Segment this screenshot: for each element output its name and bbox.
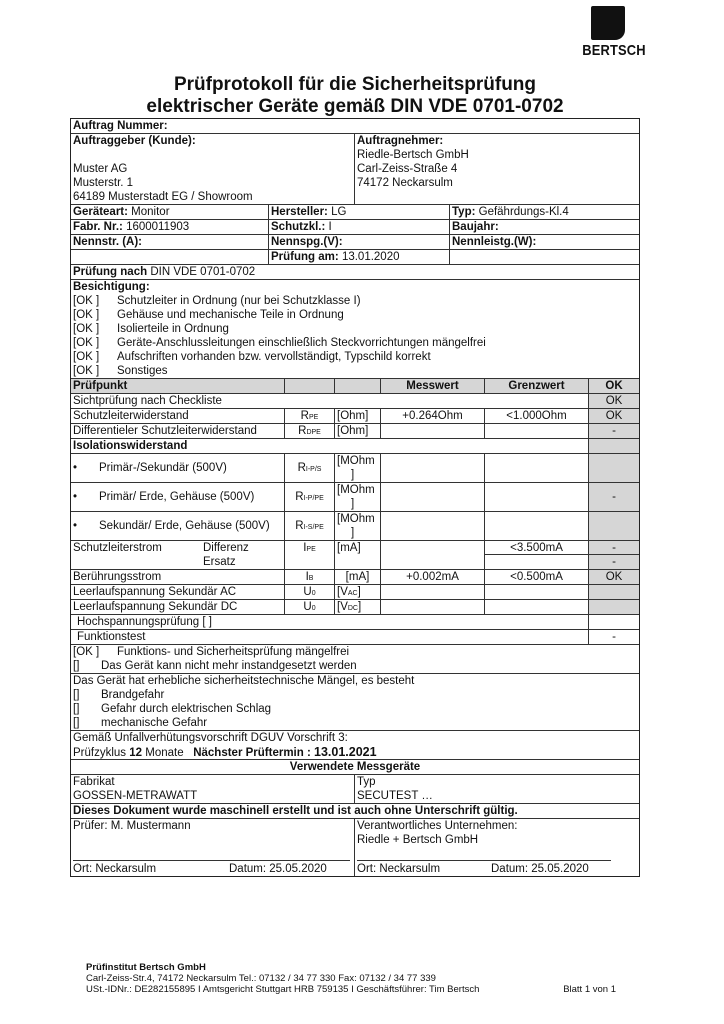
date-row-spacer-left [71,250,269,264]
inspection-status: [OK ] [73,295,100,307]
unit-part: [V [337,601,348,613]
ins1-label: Primär-/Sekundär (500V) [99,462,227,474]
parties-row [71,134,639,205]
protection-label: Schutzkl.: [271,221,326,233]
cycle-value: 12 [129,747,143,759]
instruments-header-row [71,760,639,775]
ins1-limit [485,454,589,482]
instruments-header: Verwendete Messgeräte [289,761,421,773]
contractor-label: Auftragnehmer: [357,135,444,147]
hv-label: Hochspannungsprüfung [ ] [71,615,589,629]
symbol-subscript: B [308,575,314,582]
protocol-form [70,118,640,877]
cycle-label: Prüfzyklus [73,747,127,759]
dpe-resistance-label: Differentieler Schutzleiterwiderstand [71,424,285,438]
col-measured: Messwert [381,379,485,393]
col-symbol [285,379,335,393]
footer-registration: USt.-IDNr.: DE282155895 I Amtsgericht Stuttgart HRB 759135 I Geschäftsführer: Tim Bertsch [86,984,480,995]
symbol-letter: R [298,425,307,437]
symbol-subscript: I-P/PE [303,495,324,502]
result-repair [73,659,637,673]
defect-item [73,702,637,716]
inspection-label: Besichtigung: [73,281,150,293]
maker-label: Hersteller: [271,206,328,218]
signature-left [71,819,355,876]
client-label: Auftraggeber (Kunde): [73,135,196,147]
inspection-text: Geräte-Anschlussleitungen einschließlich Steckvorrichtungen mängelfrei [117,337,486,349]
power-label: Nennleistg.(W): [452,236,537,248]
signature-line-left [73,860,350,861]
pe-current-label: Schutzleiterstrom [73,542,162,554]
device-row-2 [71,220,639,235]
open-dc-limit [485,600,589,614]
ins2-label: Primär/ Erde, Gehäuse (500V) [99,491,255,503]
instrument-type-cell [355,775,639,803]
test-row-ins3 [71,512,639,541]
interval-block [71,731,639,760]
page-footer [86,962,616,995]
date-right: Datum: 25.05.2020 [491,863,589,875]
symbol-letter: I [303,542,307,554]
result-repair-text: Das Gerät kann nicht mehr instandgesetzt werden [101,660,357,672]
page-number: Blatt 1 von 1 [563,984,616,995]
tester-name: Prüfer: M. Mustermann [73,820,191,832]
col-limit: Grenzwert [485,379,589,393]
test-row-ins1 [71,454,639,483]
company-value: Riedle + Bertsch GmbH [357,834,479,846]
symbol-subscript: I-P/S [305,466,322,473]
contractor-block [355,134,639,204]
symbol-letter: R [300,410,309,422]
col-point: Prüfpunkt [71,379,285,393]
ins3-measured [381,512,485,540]
pe-resistance-unit: [Ohm] [335,409,381,423]
contractor-city: 74172 Neckarsulm [357,177,453,189]
instruments-row [71,775,639,804]
inspection-status: [OK ] [73,365,100,377]
test-row-touch-current [71,570,639,585]
ins1-ok [589,454,639,482]
instrument-type-value: SECUTEST … [357,790,433,802]
logo-mark-icon [591,6,625,40]
result-ok [73,645,637,659]
dpe-resistance-unit: [Ohm] [335,424,381,438]
protection-value: I [328,221,332,233]
defect-status: [] [73,703,80,715]
pe-current-limit: <3.500mA [485,541,588,555]
test-row-checklist [71,394,639,409]
touch-current-limit: <0.500mA [485,570,589,584]
unit-part: ] [357,586,361,598]
serial-cell [71,220,269,234]
company-logo [578,6,646,59]
defect-status: [] [73,689,80,701]
symbol-subscript: PE [306,546,316,553]
client-block [71,134,355,204]
open-ac-limit [485,585,589,599]
contractor-name: Riedle-Bertsch GmbH [357,149,469,161]
test-row-pe-current [71,541,639,570]
inspection-block [71,280,639,379]
dpe-measured [381,424,485,438]
unit-subscript: DC [347,605,358,612]
dpe-limit [485,424,589,438]
symbol-letter: U [303,586,312,598]
defect-item [73,688,637,702]
standard-label: Prüfung nach [73,266,148,278]
footer-company: Prüfinstitut Bertsch GmbH [86,962,206,973]
inspection-item [73,308,637,322]
test-date-value: 13.01.2020 [341,251,400,263]
col-unit [335,379,381,393]
ins1-symbol [285,454,335,482]
bullet-icon: • [73,520,78,532]
interval-line: Gemäß Unfallverhütungsvorschrift DGUV Vorschrift 3: [73,732,348,744]
open-ac-label: Leerlaufspannung Sekundär AC [71,585,285,599]
defects-block [71,674,639,731]
ins3-label: Sekundär/ Erde, Gehäuse (500V) [99,520,270,532]
machine-note: Dieses Dokument wurde maschinell erstellt und ist auch ohne Unterschrift gültig. [73,805,518,817]
signature-left-footer [73,862,350,876]
pe-current-limit-cell [485,541,589,569]
open-ac-unit [335,585,381,599]
unit-line-1: [MOhm [337,484,375,496]
checklist-label: Sichtprüfung nach Checkliste [71,394,589,408]
defect-status: [] [73,717,80,729]
inspection-item [73,336,637,350]
symbol-letter: R [295,520,304,532]
signature-right-footer [357,862,635,876]
ins2-ok: - [589,483,639,511]
standard-cell [71,265,639,279]
symbol-subscript: DPE [306,429,321,436]
symbol-letter: R [297,462,306,474]
signature-row [71,819,639,876]
order-row [71,119,639,134]
machine-note-row [71,804,639,819]
test-row-dpe-resistance [71,424,639,439]
pe-resistance-symbol [285,409,335,423]
signature-line-right [357,860,611,861]
symbol-subscript: 0 [311,590,316,597]
ins1-unit [335,454,381,482]
pe-resistance-ok: OK [589,409,639,423]
defect-text: Brandgefahr [101,689,165,701]
function-ok: - [612,631,616,643]
device-type-value: Monitor [131,206,170,218]
insulation-ok [589,439,639,453]
result-ok-text: Funktions- und Sicherheitsprüfung mängelfrei [117,646,350,658]
inspection-status: [OK ] [73,351,100,363]
title-line-1: Prüfprotokoll für die Sicherheitsprüfung [173,74,537,95]
open-dc-measured [381,600,485,614]
touch-current-label: Berührungsstrom [71,570,285,584]
class-label: Typ: [452,206,476,218]
symbol-subscript: PE [308,414,319,421]
client-name: Muster AG [73,163,128,175]
year-label: Baujahr: [452,221,499,233]
inspection-item [73,294,637,308]
pe-current-ok-alt: - [612,556,616,568]
ins2-label-cell [71,483,285,511]
logo-text: BERTSCH [582,42,646,59]
instrument-type-label: Typ [357,776,376,788]
inspection-text: Isolierteile in Ordnung [117,323,229,335]
serial-value: 1600011903 [126,221,190,233]
symbol-subscript: I-S/PE [303,524,324,531]
order-label: Auftrag Nummer: [73,120,168,132]
pe-current-unit: [mA] [335,541,381,569]
class-value: Gefährdungs-Kl.4 [478,206,569,218]
ins3-ok [589,512,639,540]
pe-current-alt: Ersatz [203,556,236,568]
unit-line-1: [MOhm [337,513,375,525]
protection-cell [269,220,450,234]
standard-value: DIN VDE 0701-0702 [150,266,256,278]
pe-current-ok-cell [589,541,639,569]
test-row-function [71,630,639,645]
test-date-cell [269,250,450,264]
maker-value: LG [331,206,347,218]
ins3-symbol [285,512,335,540]
instrument-make-label: Fabrikat [73,776,115,788]
symbol-letter: I [305,571,309,583]
client-street: Musterstr. 1 [73,177,134,189]
date-row-spacer-right [450,250,639,264]
open-dc-unit [335,600,381,614]
test-row-insulation-header [71,439,639,454]
next-date-label: Nächster Prüftermin : [193,747,311,759]
test-row-hv [71,615,639,630]
unit-subscript: AC [347,590,358,597]
signature-right [355,819,639,876]
open-ac-measured [381,585,485,599]
checklist-ok: OK [589,394,639,408]
inspection-status: [OK ] [73,309,100,321]
inspection-status: [OK ] [73,323,100,335]
col-ok: OK [605,380,623,392]
inspection-item [73,322,637,336]
unit-part: ] [358,601,362,613]
bullet-icon: • [73,462,78,474]
place-left: Ort: Neckarsulm [73,863,157,875]
current-label: Nennstr. (A): [71,235,269,249]
pe-current-label-cell [71,541,285,569]
dpe-resistance-ok: - [589,424,639,438]
device-row-3 [71,235,639,250]
test-row-ins2 [71,483,639,512]
symbol-letter: U [303,601,312,613]
inspection-status: [OK ] [73,337,100,349]
open-ac-ok [589,585,639,599]
inspection-text: Sonstiges [117,365,168,377]
test-row-open-dc [71,600,639,615]
instrument-make-cell [71,775,355,803]
serial-label: Fabr. Nr.: [73,221,123,233]
open-dc-label: Leerlaufspannung Sekundär DC [71,600,285,614]
function-label: Funktionstest [71,630,589,644]
date-row [71,250,639,265]
pe-current-symbol [285,541,335,569]
inspection-item [73,364,637,378]
device-type-label: Geräteart: [73,206,128,218]
open-dc-ok [589,600,639,614]
touch-current-measured: +0.002mA [381,570,485,584]
insulation-label: Isolationswiderstand [71,439,589,453]
dpe-resistance-symbol [285,424,335,438]
inspection-text: Aufschriften vorhanden bzw. vervollständigt, Typschild korrekt [117,351,431,363]
pe-current-ok-diff: - [589,541,639,555]
test-date-label: Prüfung am: [271,251,339,263]
ins1-measured [381,454,485,482]
ins2-limit [485,483,589,511]
touch-current-unit: [mA] [335,570,381,584]
company-label: Verantwortliches Unternehmen: [357,820,518,832]
class-cell [450,205,639,219]
pe-resistance-limit: <1.000Ohm [485,409,589,423]
unit-line-1: [MOhm [337,455,375,467]
test-row-pe-resistance [71,409,639,424]
cycle-unit: Monate [145,747,184,759]
voltage-label: Nennspg.(V): [269,235,450,249]
defects-label: Das Gerät hat erhebliche sicherheitstechnische Mängel, es besteht [73,675,415,687]
unit-line-2: ] [351,527,355,539]
place-right: Ort: Neckarsulm [357,863,441,875]
symbol-subscript: 0 [311,605,316,612]
pe-resistance-measured: +0.264Ohm [381,409,485,423]
unit-part: [V [337,586,348,598]
test-row-open-ac [71,585,639,600]
ins3-label-cell [71,512,285,540]
test-header-row [71,379,639,394]
defect-text: Gefahr durch elektrischen Schlag [101,703,272,715]
defect-item [73,716,637,730]
inspection-text: Schutzleiter in Ordnung (nur bei Schutzklasse I) [117,295,361,307]
maker-cell [269,205,450,219]
pe-current-measured [381,541,485,569]
result-block [71,645,639,674]
client-city: 64189 Musterstadt EG / Showroom [73,191,253,203]
defect-text: mechanische Gefahr [101,717,208,729]
ins2-unit [335,483,381,511]
hv-ok [589,615,639,629]
interval-cycle [73,745,637,759]
device-type-cell [71,205,269,219]
ins2-measured [381,483,485,511]
date-left: Datum: 25.05.2020 [229,863,327,875]
instrument-make-value: GOSSEN-METRAWATT [73,790,198,802]
contractor-street: Carl-Zeiss-Straße 4 [357,163,458,175]
open-dc-symbol [285,600,335,614]
ins1-label-cell [71,454,285,482]
ins3-unit [335,512,381,540]
title-line-2: elektrischer Geräte gemäß DIN VDE 0701-0702 [146,96,564,117]
symbol-letter: R [295,491,304,503]
footer-address: Carl-Zeiss-Str.4, 74172 Neckarsulm Tel.: 07132 / 34 77 330 Fax: 07132 / 34 77 339 [86,973,436,984]
touch-current-ok: OK [589,570,639,584]
unit-line-2: ] [351,498,355,510]
ins3-limit [485,512,589,540]
pe-resistance-label: Schutzleiterwiderstand [71,409,285,423]
ins2-symbol [285,483,335,511]
inspection-item [73,350,637,364]
open-ac-symbol [285,585,335,599]
touch-current-symbol [285,570,335,584]
standard-row [71,265,639,280]
document-title [70,74,640,118]
next-date-value: 13.01.2021 [314,745,377,759]
result-repair-status: [] [73,660,80,672]
inspection-text: Gehäuse und mechanische Teile in Ordnung [117,309,344,321]
unit-line-2: ] [351,469,355,481]
pe-current-diff: Differenz [203,542,249,554]
result-ok-status: [OK ] [73,646,100,658]
bullet-icon: • [73,491,78,503]
device-row-1 [71,205,639,220]
